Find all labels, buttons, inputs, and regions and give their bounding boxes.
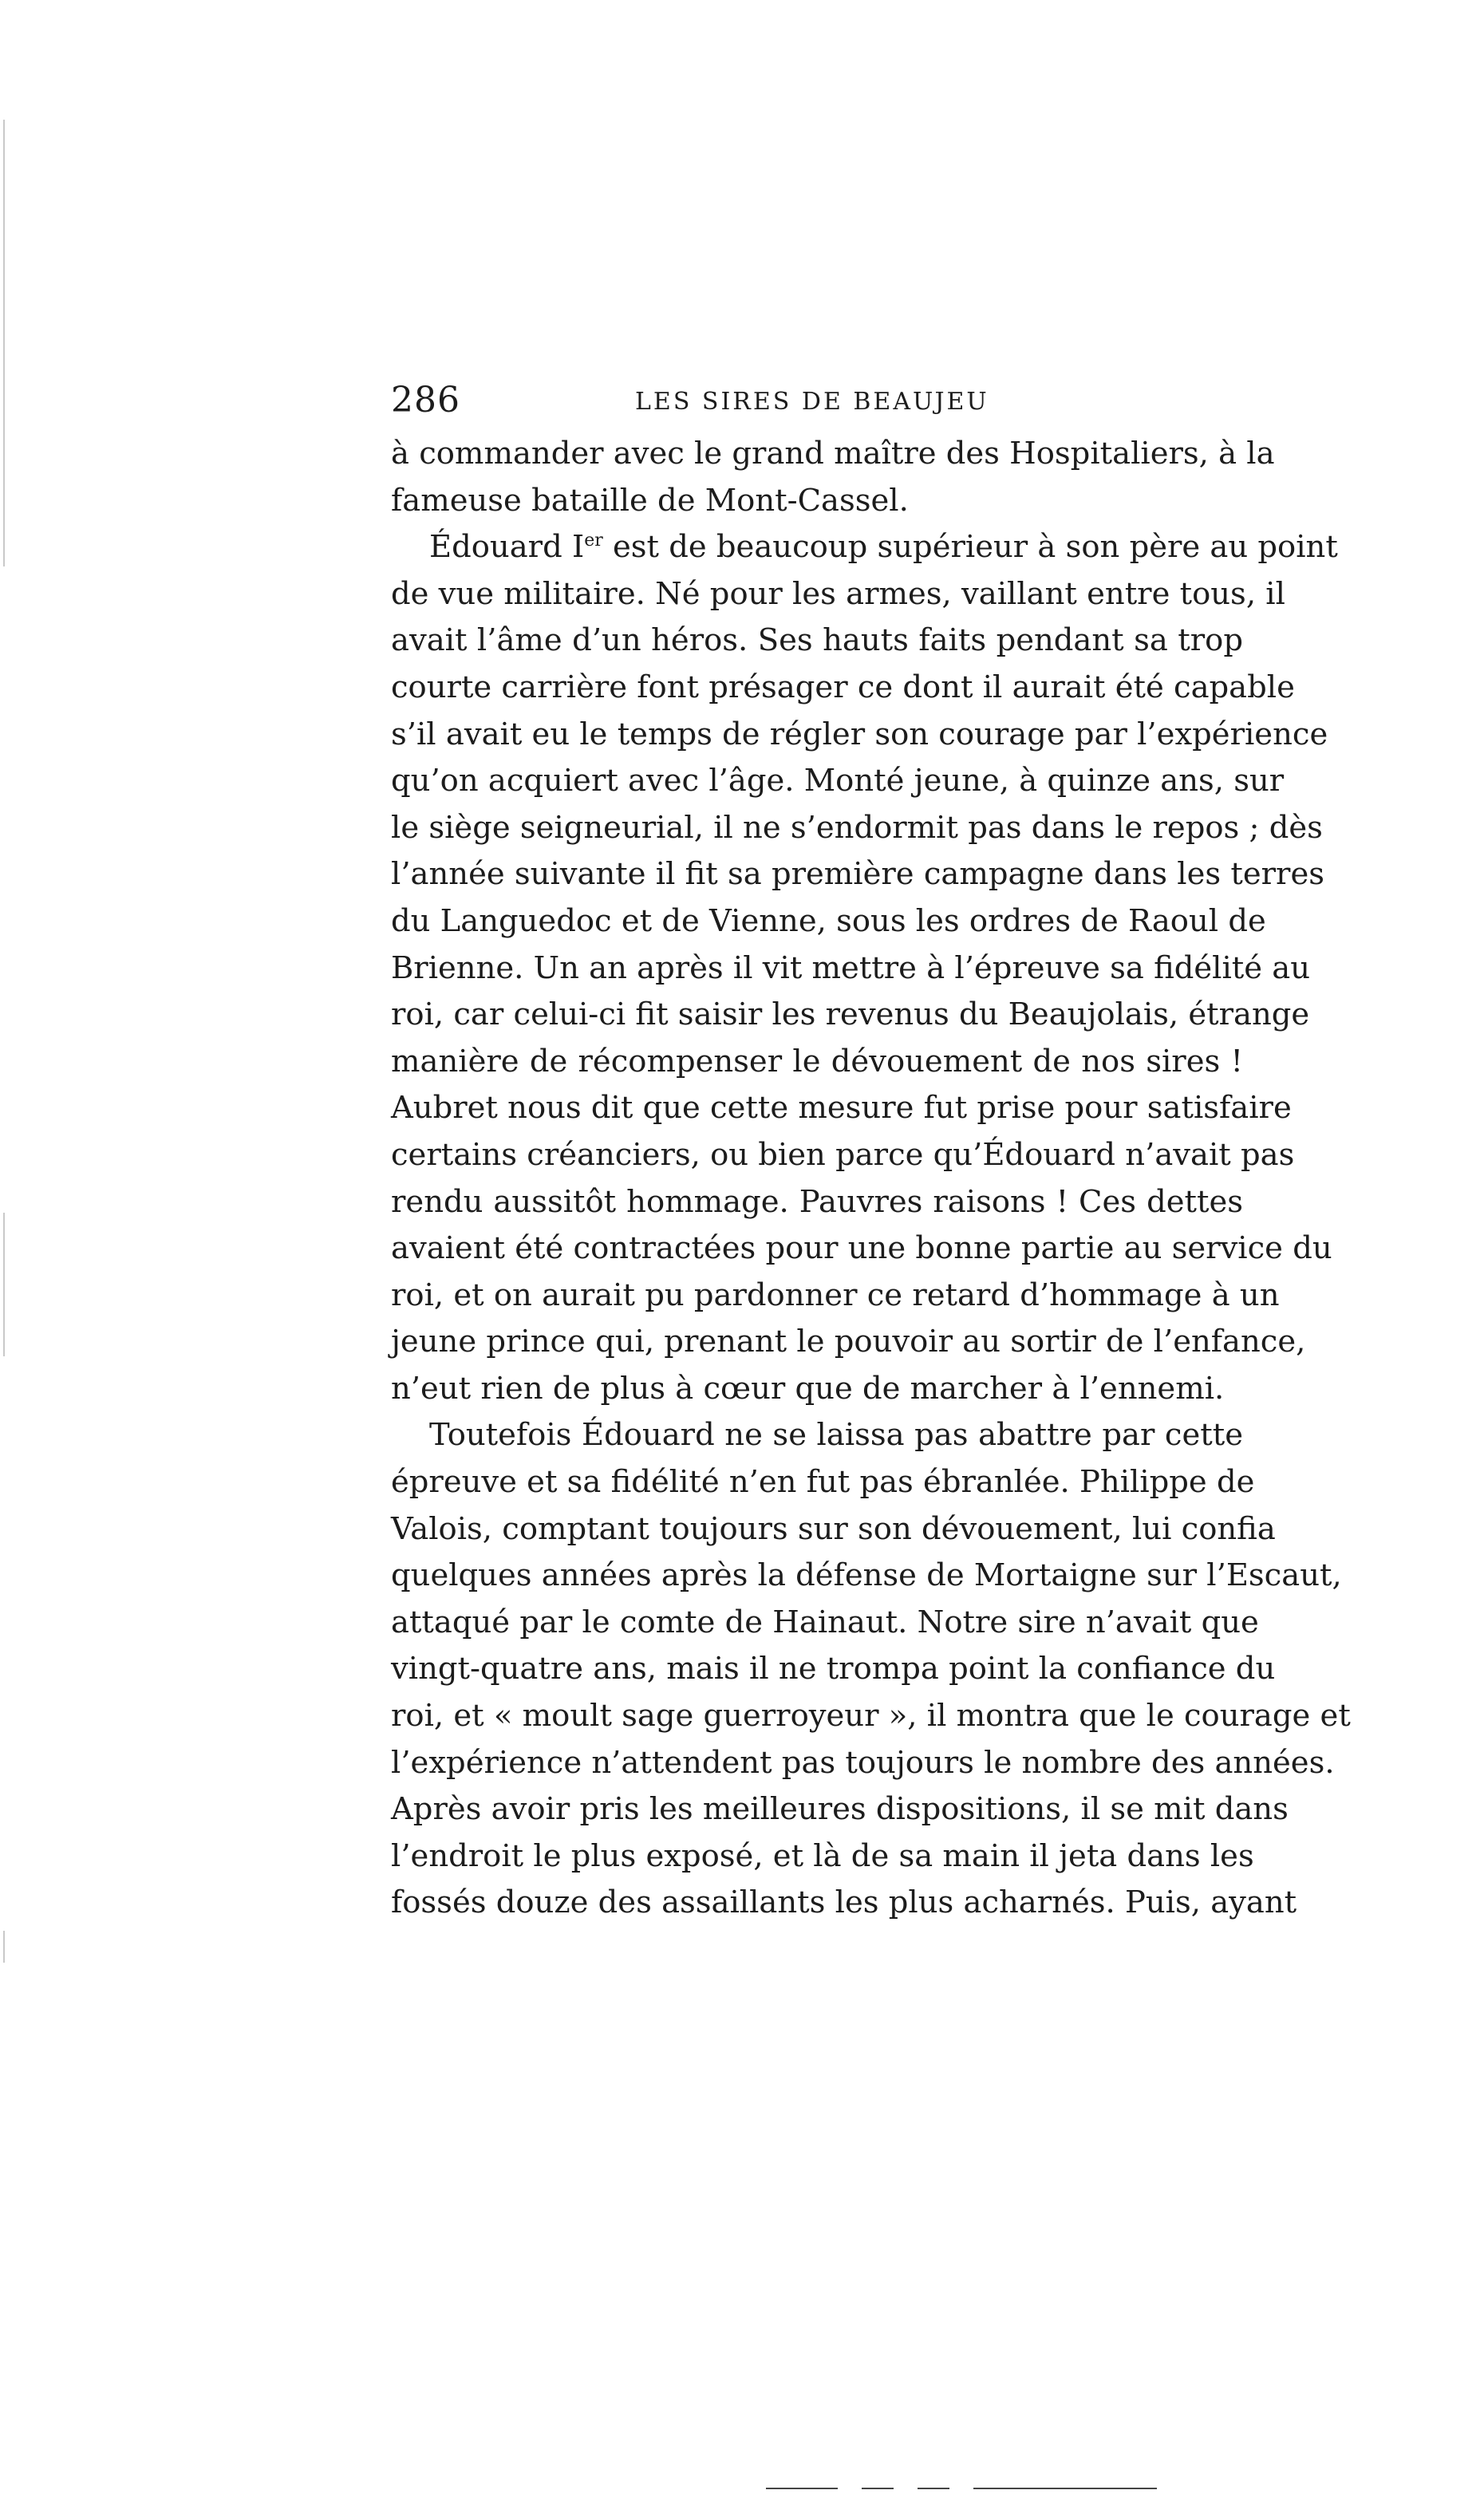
footer-rule [766,2488,838,2489]
text-line: Brienne. Un an après il vit mettre à l’épreuve sa fidélité au [391,949,1311,986]
text-line: le siège seigneurial, il ne s’endormit pas dans le repos ; dès [391,809,1323,846]
text-line: à commander avec le grand maître des Hospitaliers, à la [391,436,1275,472]
text-line: de vue militaire. Né pour les armes, vaillant entre tous, il [391,575,1285,612]
text-line: courte carrière font présager ce dont il aurait été capable [391,669,1295,705]
page-number: 286 [391,380,460,420]
scan-edge-mark [3,120,5,566]
text-line: rendu aussitôt hommage. Pauvres raisons ! Ces dettes [391,1183,1243,1220]
text-line: roi, car celui-ci fit saisir les revenus du Beaujolais, étrange [391,996,1310,1033]
text-line: s’il avait eu le temps de régler son courage par l’expérience [391,716,1328,752]
scan-edge-mark [3,1931,5,1963]
text-line: n’eut rien de plus à cœur que de marcher à l’ennemi. [391,1370,1225,1407]
text-line [391,524,1338,571]
text-line: Valois, comptant toujours sur son dévouement, lui confia [391,1510,1276,1547]
text-line: certains créanciers, ou bien parce qu’Édouard n’avait pas [391,1136,1295,1173]
running-title: LES SIRES DE BEAUJEU [635,388,989,416]
text-line: avaient été contractées pour une bonne partie au service du [391,1230,1332,1267]
book-page [391,367,1351,1927]
footer-rule [862,2488,894,2489]
text-line: jeune prince qui, prenant le pouvoir au sortir de l’enfance, [391,1324,1306,1360]
text-line: l’endroit le plus exposé, et là de sa main il jeta dans les [391,1837,1254,1874]
text-fragment: Édouard I [429,529,585,566]
scan-edge-mark [3,1213,5,1356]
text-line: avait l’âme d’un héros. Ses hauts faits pendant sa trop [391,622,1243,659]
text-line: qu’on acquiert avec l’âge. Monté jeune, à quinze ans, sur [391,763,1285,799]
text-line: du Languedoc et de Vienne, sous les ordres de Raoul de [391,902,1266,939]
text-line: attaqué par le comte de Hainaut. Notre sire n’avait que [391,1604,1259,1640]
text-line: l’expérience n’attendent pas toujours le nombre des années. [391,1744,1335,1781]
text-line: roi, et « moult sage guerroyeur », il montra que le courage et [391,1698,1351,1734]
text-line: épreuve et sa fidélité n’en fut pas ébranlée. Philippe de [391,1464,1255,1501]
superscript: er [584,531,603,551]
text-line: Aubret nous dit que cette mesure fut prise pour satisfaire [391,1090,1292,1127]
text-body [391,431,1351,1927]
running-head [391,367,1243,431]
text-fragment: est de beaucoup supérieur à son père au point [602,529,1338,566]
footer-rule [973,2488,1157,2489]
text-line: quelques années après la défense de Mortaigne sur l’Escaut, [391,1557,1342,1594]
text-line: Après avoir pris les meilleures dispositions, il se mit dans [391,1791,1289,1828]
text-line: roi, et on aurait pu pardonner ce retard d’hommage à un [391,1277,1280,1313]
footer-rule [918,2488,949,2489]
text-line: vingt-quatre ans, mais il ne trompa point la confiance du [391,1651,1276,1687]
text-line: l’année suivante il fit sa première campagne dans les terres [391,856,1325,893]
text-line: fameuse bataille de Mont-Cassel. [391,482,909,519]
text-line: fossés douze des assaillants les plus acharnés. Puis, ayant [391,1884,1297,1921]
text-line: Toutefois Édouard ne se laissa pas abattre par cette [429,1417,1243,1454]
text-line: manière de récompenser le dévouement de nos sires ! [391,1043,1243,1079]
